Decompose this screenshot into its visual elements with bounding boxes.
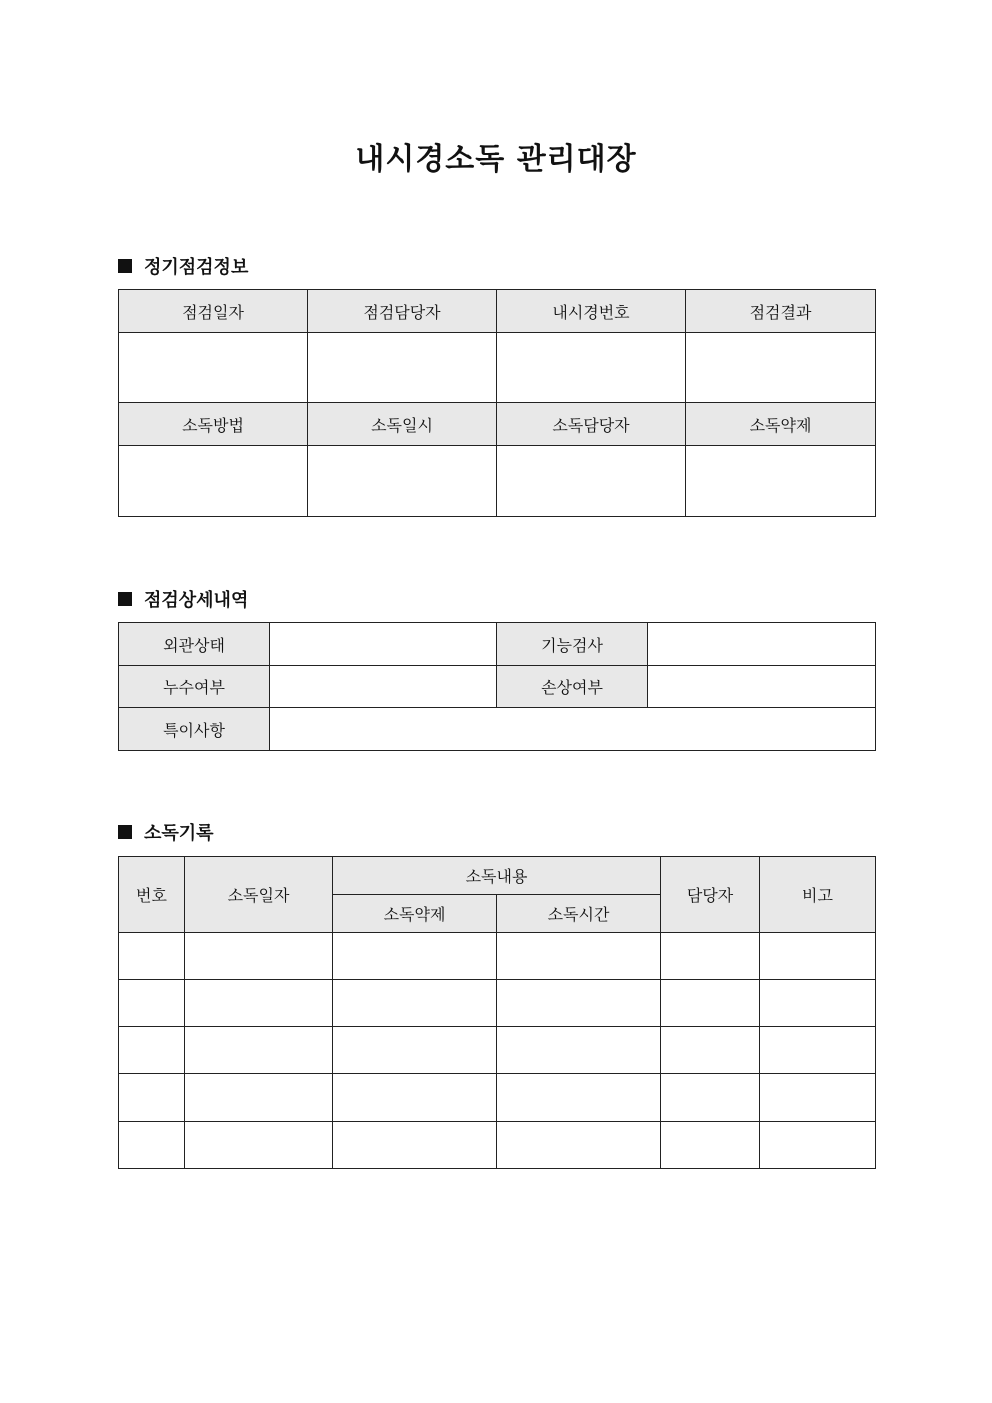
input-cell[interactable] — [760, 1122, 876, 1169]
input-cell[interactable] — [661, 1027, 760, 1074]
table-row — [119, 1027, 876, 1074]
input-cell[interactable] — [333, 1074, 497, 1122]
section-heading-label: 점검상세내역 — [144, 590, 249, 611]
input-cell[interactable] — [185, 1027, 333, 1074]
input-cell[interactable] — [185, 933, 333, 980]
label-cell-appearance: 외관상태 — [119, 623, 270, 666]
header-cell-disinfectant: 소독약제 — [686, 403, 876, 446]
square-bullet-icon — [118, 592, 132, 606]
section-heading-label: 정기점검정보 — [144, 257, 249, 278]
input-cell[interactable] — [661, 933, 760, 980]
input-cell[interactable] — [760, 1074, 876, 1122]
input-cell-disinfection-datetime[interactable] — [308, 446, 497, 517]
header-cell-disinfection-method: 소독방법 — [119, 403, 308, 446]
section-heading-label: 소독기록 — [144, 823, 214, 844]
input-cell[interactable] — [119, 1027, 185, 1074]
input-cell[interactable] — [119, 1122, 185, 1169]
header-cell-disinfection-datetime: 소독일시 — [308, 403, 497, 446]
input-cell-remarks[interactable] — [270, 708, 876, 751]
section-heading-inspection-detail — [118, 586, 248, 612]
input-cell-appearance[interactable] — [270, 623, 497, 666]
header-cell-note: 비고 — [760, 857, 876, 933]
input-cell[interactable] — [497, 933, 661, 980]
disinfection-record-table — [118, 856, 876, 1169]
input-cell-damage[interactable] — [648, 666, 876, 708]
input-cell[interactable] — [661, 980, 760, 1027]
header-cell-disinfection-content: 소독내용 — [333, 857, 661, 895]
header-cell-inspection-result: 점검결과 — [686, 290, 876, 333]
square-bullet-icon — [118, 825, 132, 839]
input-cell[interactable] — [185, 1122, 333, 1169]
input-cell[interactable] — [497, 1074, 661, 1122]
page-title: 내시경소독 관리대장 — [355, 142, 637, 177]
input-cell[interactable] — [661, 1074, 760, 1122]
table-row — [119, 1122, 876, 1169]
input-cell[interactable] — [185, 980, 333, 1027]
header-cell-person-in-charge: 담당자 — [661, 857, 760, 933]
inspection-detail-table — [118, 622, 876, 751]
label-cell-remarks: 특이사항 — [119, 708, 270, 751]
header-cell-disinfection-person: 소독담당자 — [497, 403, 686, 446]
table-row — [119, 933, 876, 980]
input-cell-endoscope-number[interactable] — [497, 333, 686, 403]
label-cell-leak: 누수여부 — [119, 666, 270, 708]
input-cell[interactable] — [185, 1074, 333, 1122]
input-cell-disinfection-person[interactable] — [497, 446, 686, 517]
input-cell-function-test[interactable] — [648, 623, 876, 666]
input-cell[interactable] — [119, 1074, 185, 1122]
table-row — [119, 980, 876, 1027]
input-cell-disinfectant[interactable] — [686, 446, 876, 517]
input-cell[interactable] — [119, 980, 185, 1027]
input-cell[interactable] — [333, 1122, 497, 1169]
input-cell-inspection-result[interactable] — [686, 333, 876, 403]
table-row — [119, 1074, 876, 1122]
input-cell[interactable] — [333, 1027, 497, 1074]
header-cell-endoscope-number: 내시경번호 — [497, 290, 686, 333]
input-cell[interactable] — [497, 1122, 661, 1169]
header-cell-number: 번호 — [119, 857, 185, 933]
input-cell[interactable] — [760, 980, 876, 1027]
header-cell-inspection-date: 점검일자 — [119, 290, 308, 333]
section-heading-disinfection-record — [118, 819, 214, 845]
header-cell-disinfection-date: 소독일자 — [185, 857, 333, 933]
section-heading-inspection-info — [118, 253, 248, 279]
input-cell[interactable] — [497, 1027, 661, 1074]
square-bullet-icon — [118, 259, 132, 273]
input-cell-inspection-date[interactable] — [119, 333, 308, 403]
inspection-info-table — [118, 289, 876, 517]
input-cell[interactable] — [119, 933, 185, 980]
input-cell[interactable] — [661, 1122, 760, 1169]
input-cell[interactable] — [760, 933, 876, 980]
label-cell-damage: 손상여부 — [497, 666, 648, 708]
input-cell-disinfection-method[interactable] — [119, 446, 308, 517]
label-cell-function-test: 기능검사 — [497, 623, 648, 666]
header-cell-disinfectant: 소독약제 — [333, 895, 497, 933]
input-cell[interactable] — [333, 933, 497, 980]
input-cell[interactable] — [760, 1027, 876, 1074]
input-cell[interactable] — [333, 980, 497, 1027]
input-cell-inspector[interactable] — [308, 333, 497, 403]
header-cell-disinfection-time: 소독시간 — [497, 895, 661, 933]
input-cell-leak[interactable] — [270, 666, 497, 708]
header-cell-inspector: 점검담당자 — [308, 290, 497, 333]
input-cell[interactable] — [497, 980, 661, 1027]
